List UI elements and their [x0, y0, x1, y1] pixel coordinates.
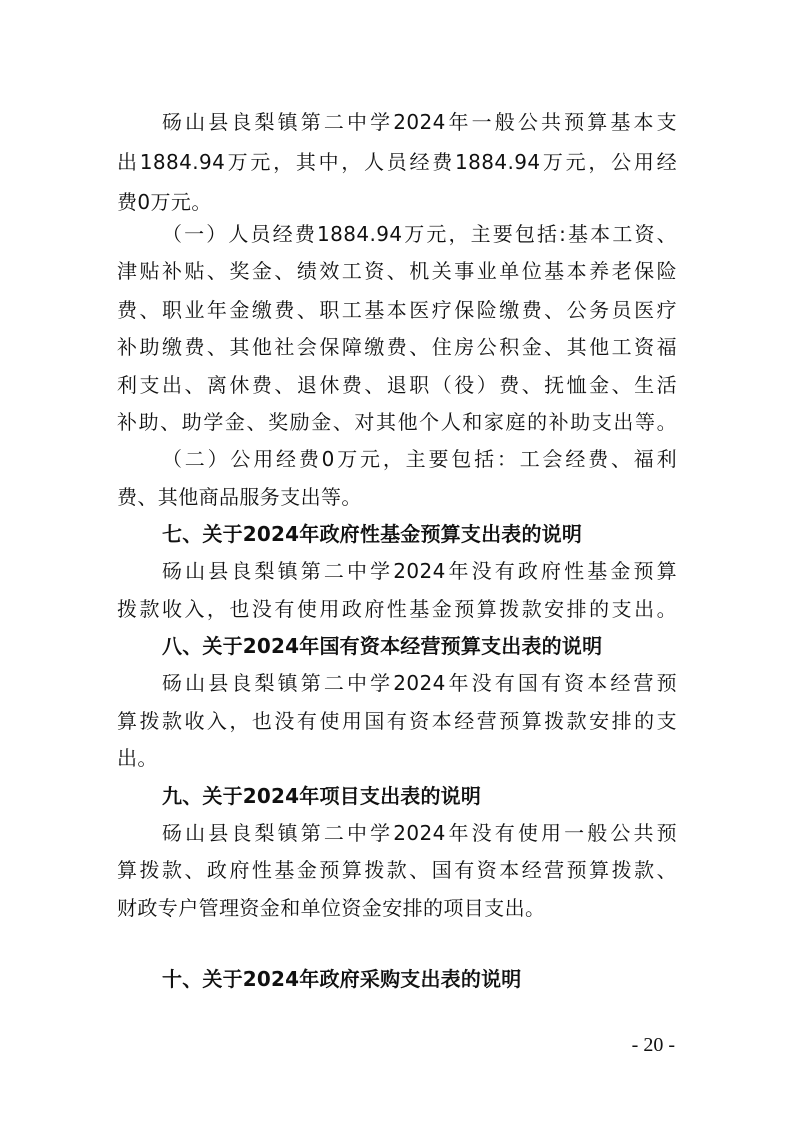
paragraph-line: 利支出、离休费、退休费、退职（役）费、抚恤金、生活: [117, 373, 677, 397]
paragraph-line: 算拨款、政府性基金预算拨款、国有资本经营预算拨款、: [117, 858, 677, 882]
paragraph-line: 费、职业年金缴费、职工基本医疗保险缴费、公务员医疗: [117, 298, 677, 322]
section-heading: 七、关于2024年政府性基金预算支出表的说明: [162, 522, 583, 546]
paragraph-line: 费0万元。: [117, 190, 212, 214]
paragraph-line: 费、其他商品服务支出等。: [117, 485, 362, 509]
section-heading: 九、关于2024年项目支出表的说明: [162, 784, 482, 808]
paragraph-line: 津贴补贴、奖金、绩效工资、机关事业单位基本养老保险: [117, 259, 677, 283]
section-heading: 十、关于2024年政府采购支出表的说明: [162, 967, 522, 991]
paragraph-line: 砀山县良梨镇第二中学2024年没有使用一般公共预: [162, 821, 677, 845]
paragraph-line: 砀山县良梨镇第二中学2024年没有政府性基金预算: [162, 559, 677, 583]
paragraph-line: 砀山县良梨镇第二中学2024年没有国有资本经营预: [162, 671, 677, 695]
section-heading: 八、关于2024年国有资本经营预算支出表的说明: [162, 634, 603, 658]
paragraph-line: 砀山县良梨镇第二中学2024年一般公共预算基本支: [162, 110, 677, 134]
paragraph-line: 算拨款收入，也没有使用国有资本经营预算拨款安排的支: [117, 709, 677, 733]
paragraph-line: 补助、助学金、奖励金、对其他个人和家庭的补助支出等。: [117, 410, 677, 434]
paragraph-line: 财政专户管理资金和单位资金安排的项目支出。: [117, 896, 546, 920]
paragraph-line: 出1884.94万元，其中，人员经费1884.94万元，公用经: [117, 150, 677, 174]
paragraph-line: 出。: [117, 746, 158, 770]
page-number: - 20 -: [631, 1034, 675, 1056]
paragraph-line: 补助缴费、其他社会保障缴费、住房公积金、其他工资福: [117, 335, 677, 359]
paragraph-line: （一）人员经费1884.94万元，主要包括:基本工资、: [162, 222, 677, 246]
paragraph-line: （二）公用经费0万元，主要包括：工会经费、福利: [162, 447, 677, 471]
paragraph-line: 拨款收入，也没有使用政府性基金预算拨款安排的支出。: [117, 597, 677, 621]
